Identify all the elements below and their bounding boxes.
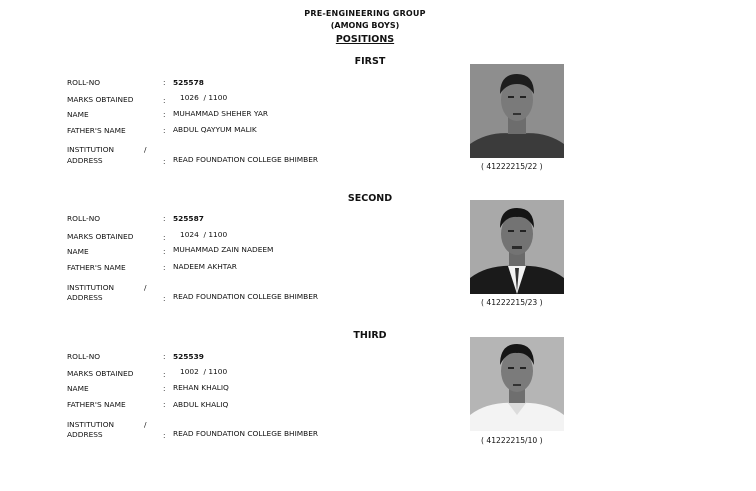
roll-no-label: ROLL-NO [67, 214, 101, 223]
institution-label: INSTITUTION [67, 283, 115, 292]
address-label: ADDRESS [67, 430, 103, 439]
institution-value: READ FOUNDATION COLLEGE BHIMBER [173, 429, 319, 438]
colon: : [163, 157, 166, 166]
name-label: NAME [67, 384, 89, 393]
colon: : [163, 384, 166, 393]
father-name-label: FATHER'S NAME [67, 263, 126, 272]
colon: : [163, 294, 166, 303]
group-title: PRE-ENGINEERING GROUP [304, 9, 426, 18]
photo-caption: ( 41222215/22 ) [481, 162, 543, 171]
institution-value: READ FOUNDATION COLLEGE BHIMBER [173, 292, 319, 301]
position-title: FIRST [354, 56, 386, 67]
photo-caption: ( 41222215/10 ) [481, 436, 543, 445]
institution-label: INSTITUTION [67, 145, 115, 154]
roll-no-value: 525539 [173, 352, 204, 361]
father-name-label: FATHER'S NAME [67, 400, 126, 409]
marks-label: MARKS OBTAINED [67, 369, 134, 378]
colon: : [163, 263, 166, 272]
roll-no-value: 525578 [173, 78, 204, 87]
institution-value: READ FOUNDATION COLLEGE BHIMBER [173, 155, 319, 164]
colon: : [163, 126, 166, 135]
name-label: NAME [67, 247, 89, 256]
name-value: MUHAMMAD SHEHER YAR [173, 109, 269, 118]
group-subtitle: (AMONG BOYS) [330, 21, 400, 30]
colon: : [163, 78, 166, 87]
student-photo [470, 200, 564, 294]
name-value: MUHAMMAD ZAIN NADEEM [173, 245, 274, 254]
roll-no-label: ROLL-NO [67, 352, 101, 361]
father-name-label: FATHER'S NAME [67, 126, 126, 135]
marks-label: MARKS OBTAINED [67, 95, 134, 104]
address-label: ADDRESS [67, 293, 103, 302]
positions-heading: POSITIONS [335, 34, 395, 45]
slash: / [144, 420, 147, 429]
roll-no-value: 525587 [173, 214, 204, 223]
student-photo [470, 337, 564, 431]
colon: : [163, 352, 166, 361]
father-name-value: ABDUL QAYYUM MALIK [173, 125, 257, 134]
roll-no-label: ROLL-NO [67, 78, 101, 87]
colon: : [163, 214, 166, 223]
slash: / [144, 145, 147, 154]
position-title: SECOND [347, 193, 393, 204]
father-name-value: ABDUL KHALIQ [173, 400, 229, 409]
colon: : [163, 370, 166, 379]
colon: : [163, 233, 166, 242]
colon: : [163, 110, 166, 119]
colon: : [163, 96, 166, 105]
name-value: REHAN KHALIQ [173, 383, 229, 392]
marks-value: 1002 / 1100 [180, 367, 228, 376]
colon: : [163, 431, 166, 440]
institution-label: INSTITUTION [67, 420, 115, 429]
colon: : [163, 400, 166, 409]
slash: / [144, 283, 147, 292]
colon: : [163, 247, 166, 256]
position-title: THIRD [353, 330, 387, 341]
marks-value: 1024 / 1100 [180, 230, 228, 239]
marks-label: MARKS OBTAINED [67, 232, 134, 241]
student-photo [470, 64, 564, 158]
father-name-value: NADEEM AKHTAR [173, 262, 237, 271]
address-label: ADDRESS [67, 156, 103, 165]
photo-caption: ( 41222215/23 ) [481, 298, 543, 307]
name-label: NAME [67, 110, 89, 119]
marks-value: 1026 / 1100 [180, 93, 228, 102]
